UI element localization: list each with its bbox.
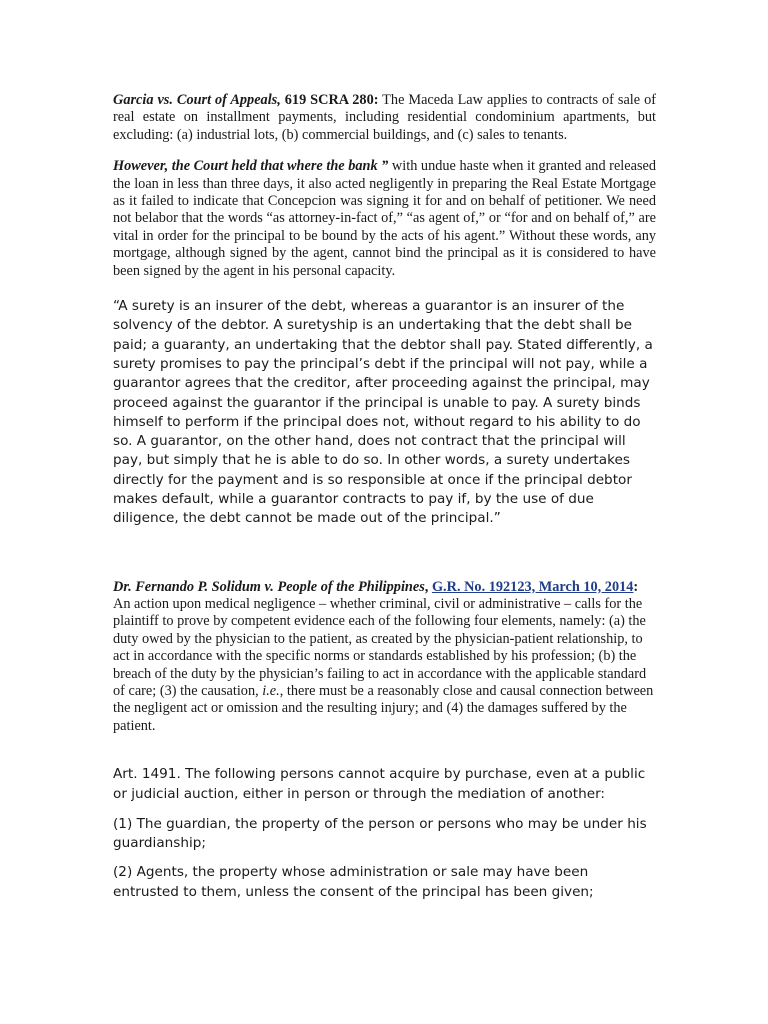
garcia-paragraph	[113, 92, 656, 144]
solidum-text-after: , there must be a reasonably close and causal connection between the negligent act or omission and the resulting injury; and (4) the damages suffered by the patient.	[113, 683, 654, 734]
solidum-text-before: An action upon medical negligence – whether criminal, civil or administrative – calls for the plaintiff to prove by competent evidence each of the following four elements, namely: (a) the duty owed by the physician to the patient, as created by the physician-patient relationship, to act in accordance with the specific norms or standards established by his profession; (b) the breach of the duty by the physician’s failing to act in accordance with the applicable standard of care; (3) the causation,	[113, 596, 647, 700]
however-paragraph	[113, 158, 656, 280]
art1491-item-1: (1) The guardian, the property of the person or persons who may be under his guardianship;	[113, 815, 647, 852]
solidum-comma: ,	[424, 578, 432, 595]
however-lead: However, the Court held that where the bank ”	[113, 158, 389, 175]
art1491-item-2: (2) Agents, the property whose administration or sale may have been entrusted to them, unless the consent of the principal has been given;	[113, 864, 594, 900]
solidum-ie: i.e.	[262, 683, 280, 700]
solidum-paragraph	[113, 596, 656, 735]
surety-quote-paragraph: “A surety is an insurer of the debt, whereas a guarantor is an insurer of the solvency of the debtor. A suretyship is an undertaking that the debt shall be paid; a guaranty, an undertaking that the debtor shall pay. Stated differently, a surety promises to pay the principal’s debt if the principal will not pay, while a guarantor agrees that the creditor, after proceeding against the principal, may proceed against the guarantor if the principal is unable to pay. A surety binds himself to perform if the principal does not, without regard to his ability to do so. A guarantor, on the other hand, does not contract that the principal will pay, but simply that he is able to do so. In other words, a surety undertakes directly for the payment and is so responsible at once if the principal debtor makes default, while a guarantor contracts to pay if, by the use of due diligence, the debt cannot be made out of the principal.”	[113, 298, 653, 527]
solidum-colon: :	[633, 578, 639, 595]
solidum-gr-link[interactable]: G.R. No. 192123, March 10, 2014	[431, 578, 634, 595]
art1491-intro: Art. 1491. The following persons cannot acquire by purchase, even at a public or judicial auction, either in person or through the mediation of another:	[113, 766, 646, 802]
however-text: with undue haste when it granted and released the loan in less than three days, it also acted negligently in preparing the Real Estate Mortgage as it failed to indicate that Concepcion was signing it for and on behalf of petitioner. We need not belabor that the words “as attorney-in-fact of,” “as agent of,” or “for and on behalf of,” are vital in order for the principal to be bound by the acts of his agent.” Without these words, any mortgage, although signed by the agent, cannot bind the principal as it is considered to have been signed by the agent in his personal capacity.	[113, 158, 657, 279]
solidum-case-title: Dr. Fernando P. Solidum v. People of the Philippines	[113, 578, 425, 595]
solidum-heading	[113, 579, 656, 596]
garcia-citation: 619 SCRA 280:	[280, 92, 379, 108]
garcia-text: The Maceda Law applies to contracts of sale of real estate on installment payments, including residential condominium apartments, but excluding: (a) industrial lots, (b) commercial buildings, and (c) sales to tenants.	[113, 92, 656, 143]
garcia-case-title: Garcia vs. Court of Appeals,	[113, 92, 281, 108]
